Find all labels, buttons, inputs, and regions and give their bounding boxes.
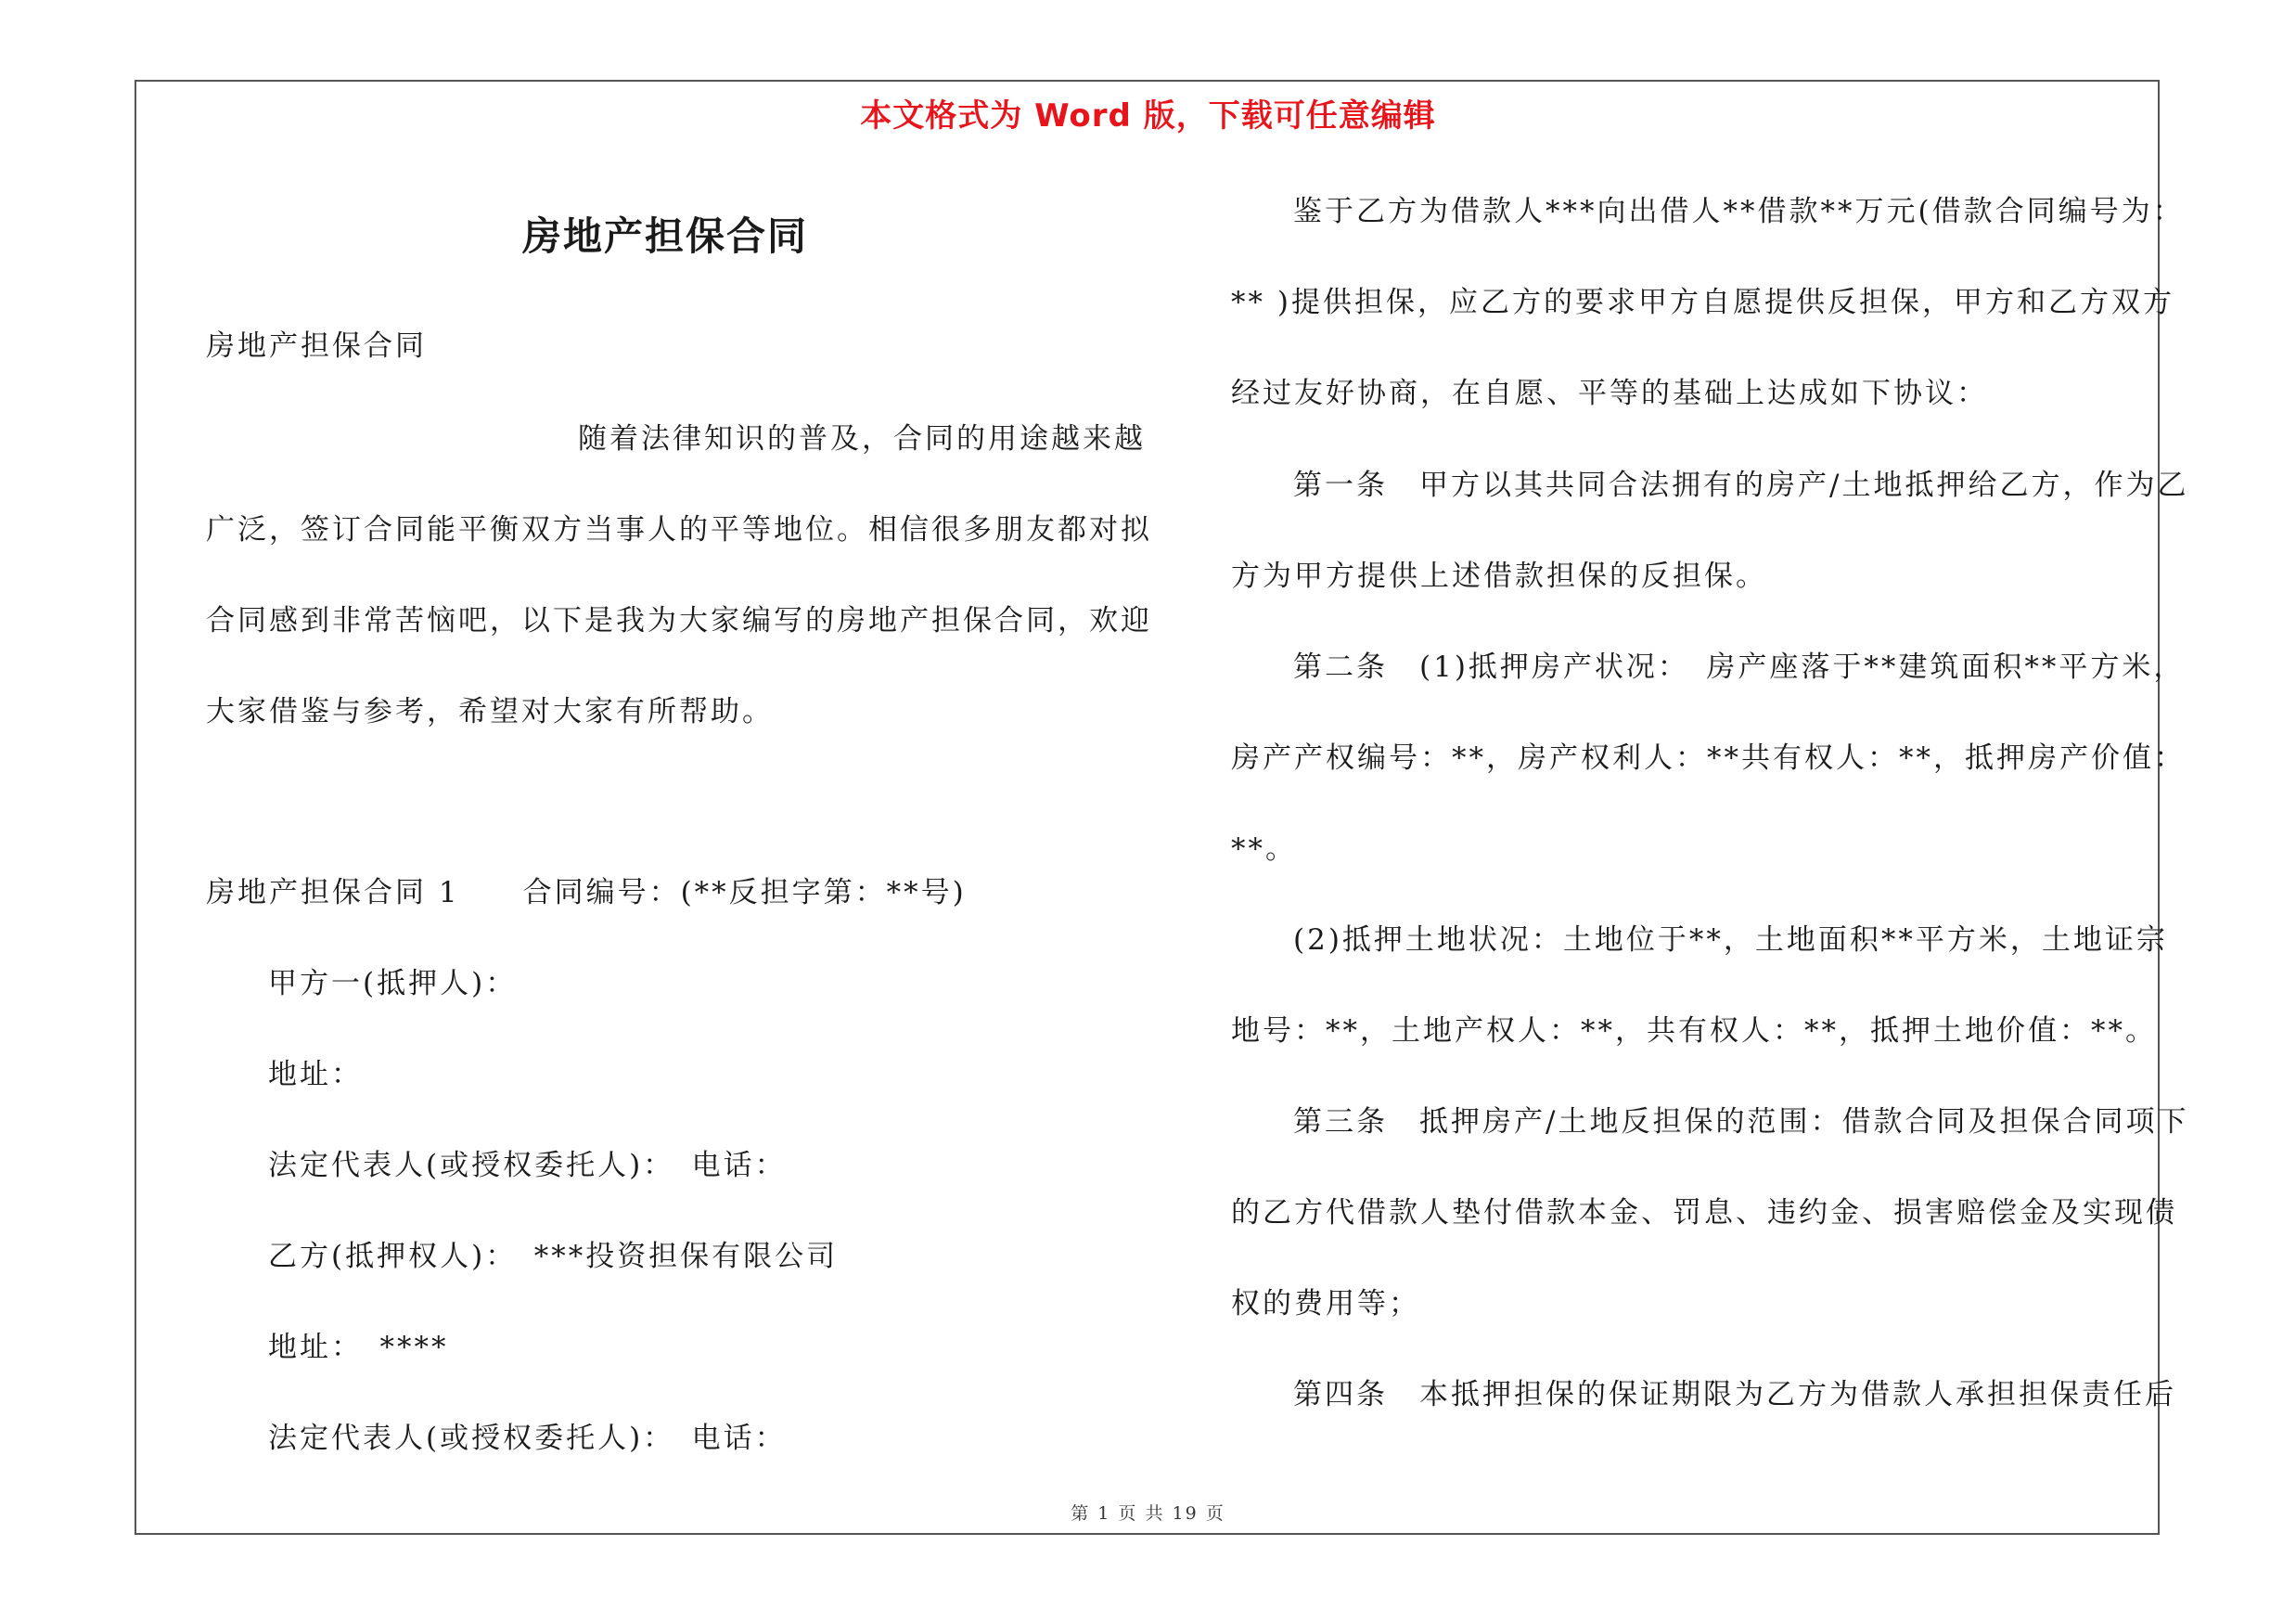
left-paragraph-line: 大家借鉴与参考，希望对大家有所帮助。 bbox=[206, 695, 774, 728]
article-3-line: 第三条 抵押房产/土地反担保的范围：借款合同及担保合同项下 bbox=[1293, 1105, 2189, 1139]
article-2-line: 房产产权编号：**，房产权利人：**共有权人：**，抵押房产价值： bbox=[1231, 741, 2186, 775]
land-status-line: (2)抵押土地状况：土地位于**，土地面积**平方米，土地证宗 bbox=[1293, 923, 2168, 957]
party-a-address-line: 地址： bbox=[268, 1058, 363, 1091]
word-format-banner: 本文格式为 Word 版，下载可任意编辑 bbox=[860, 97, 1436, 135]
article-1-line: 第一条 甲方以其共同合法拥有的房产/土地抵押给乙方，作为乙 bbox=[1293, 469, 2189, 502]
article-1-line: 方为甲方提供上述借款担保的反担保。 bbox=[1231, 560, 1767, 593]
article-3-line: 的乙方代借款人垫付借款本金、罚息、违约金、损害赔偿金及实现债 bbox=[1231, 1196, 2177, 1230]
party-a-representative-line: 法定代表人(或授权委托人)： 电话： bbox=[268, 1149, 787, 1182]
right-paragraph-line: ** )提供担保，应乙方的要求甲方自愿提供反担保，甲方和乙方双方 bbox=[1231, 286, 2174, 319]
document-title: 房地产担保合同 bbox=[521, 213, 808, 259]
article-2-line: **。 bbox=[1231, 832, 1297, 866]
article-4-line: 第四条 本抵押担保的保证期限为乙方为借款人承担担保责任后 bbox=[1293, 1378, 2176, 1411]
party-b-address-line: 地址： **** bbox=[268, 1331, 449, 1364]
article-2-line: 第二条 (1)抵押房产状况： 房产座落于**建筑面积**平方米， bbox=[1293, 650, 2186, 684]
left-paragraph-line: 合同感到非常苦恼吧，以下是我为大家编写的房地产担保合同，欢迎 bbox=[206, 604, 1152, 638]
page-number-footer: 第 1 页 共 19 页 bbox=[1071, 1503, 1225, 1524]
left-paragraph-line: 随着法律知识的普及，合同的用途越来越 bbox=[578, 422, 1146, 456]
land-status-line: 地号：**，土地产权人：**，共有权人：**，抵押土地价值：**。 bbox=[1231, 1014, 2157, 1048]
party-a-line: 甲方一(抵押人)： bbox=[268, 967, 518, 1000]
article-3-line: 权的费用等； bbox=[1231, 1287, 1420, 1320]
contract-number-line: 房地产担保合同 1 合同编号：(**反担字第：**号) bbox=[206, 876, 967, 909]
party-b-line: 乙方(抵押权人)： ***投资担保有限公司 bbox=[268, 1240, 839, 1273]
right-paragraph-line: 鉴于乙方为借款人***向出借人**借款**万元(借款合同编号为： bbox=[1293, 195, 2185, 228]
left-paragraph-line: 广泛，签订合同能平衡双方当事人的平等地位。相信很多朋友都对拟 bbox=[206, 513, 1152, 547]
right-paragraph-line: 经过友好协商，在自愿、平等的基础上达成如下协议： bbox=[1231, 377, 1988, 410]
left-heading: 房地产担保合同 bbox=[206, 329, 427, 363]
party-b-representative-line: 法定代表人(或授权委托人)： 电话： bbox=[268, 1422, 787, 1455]
